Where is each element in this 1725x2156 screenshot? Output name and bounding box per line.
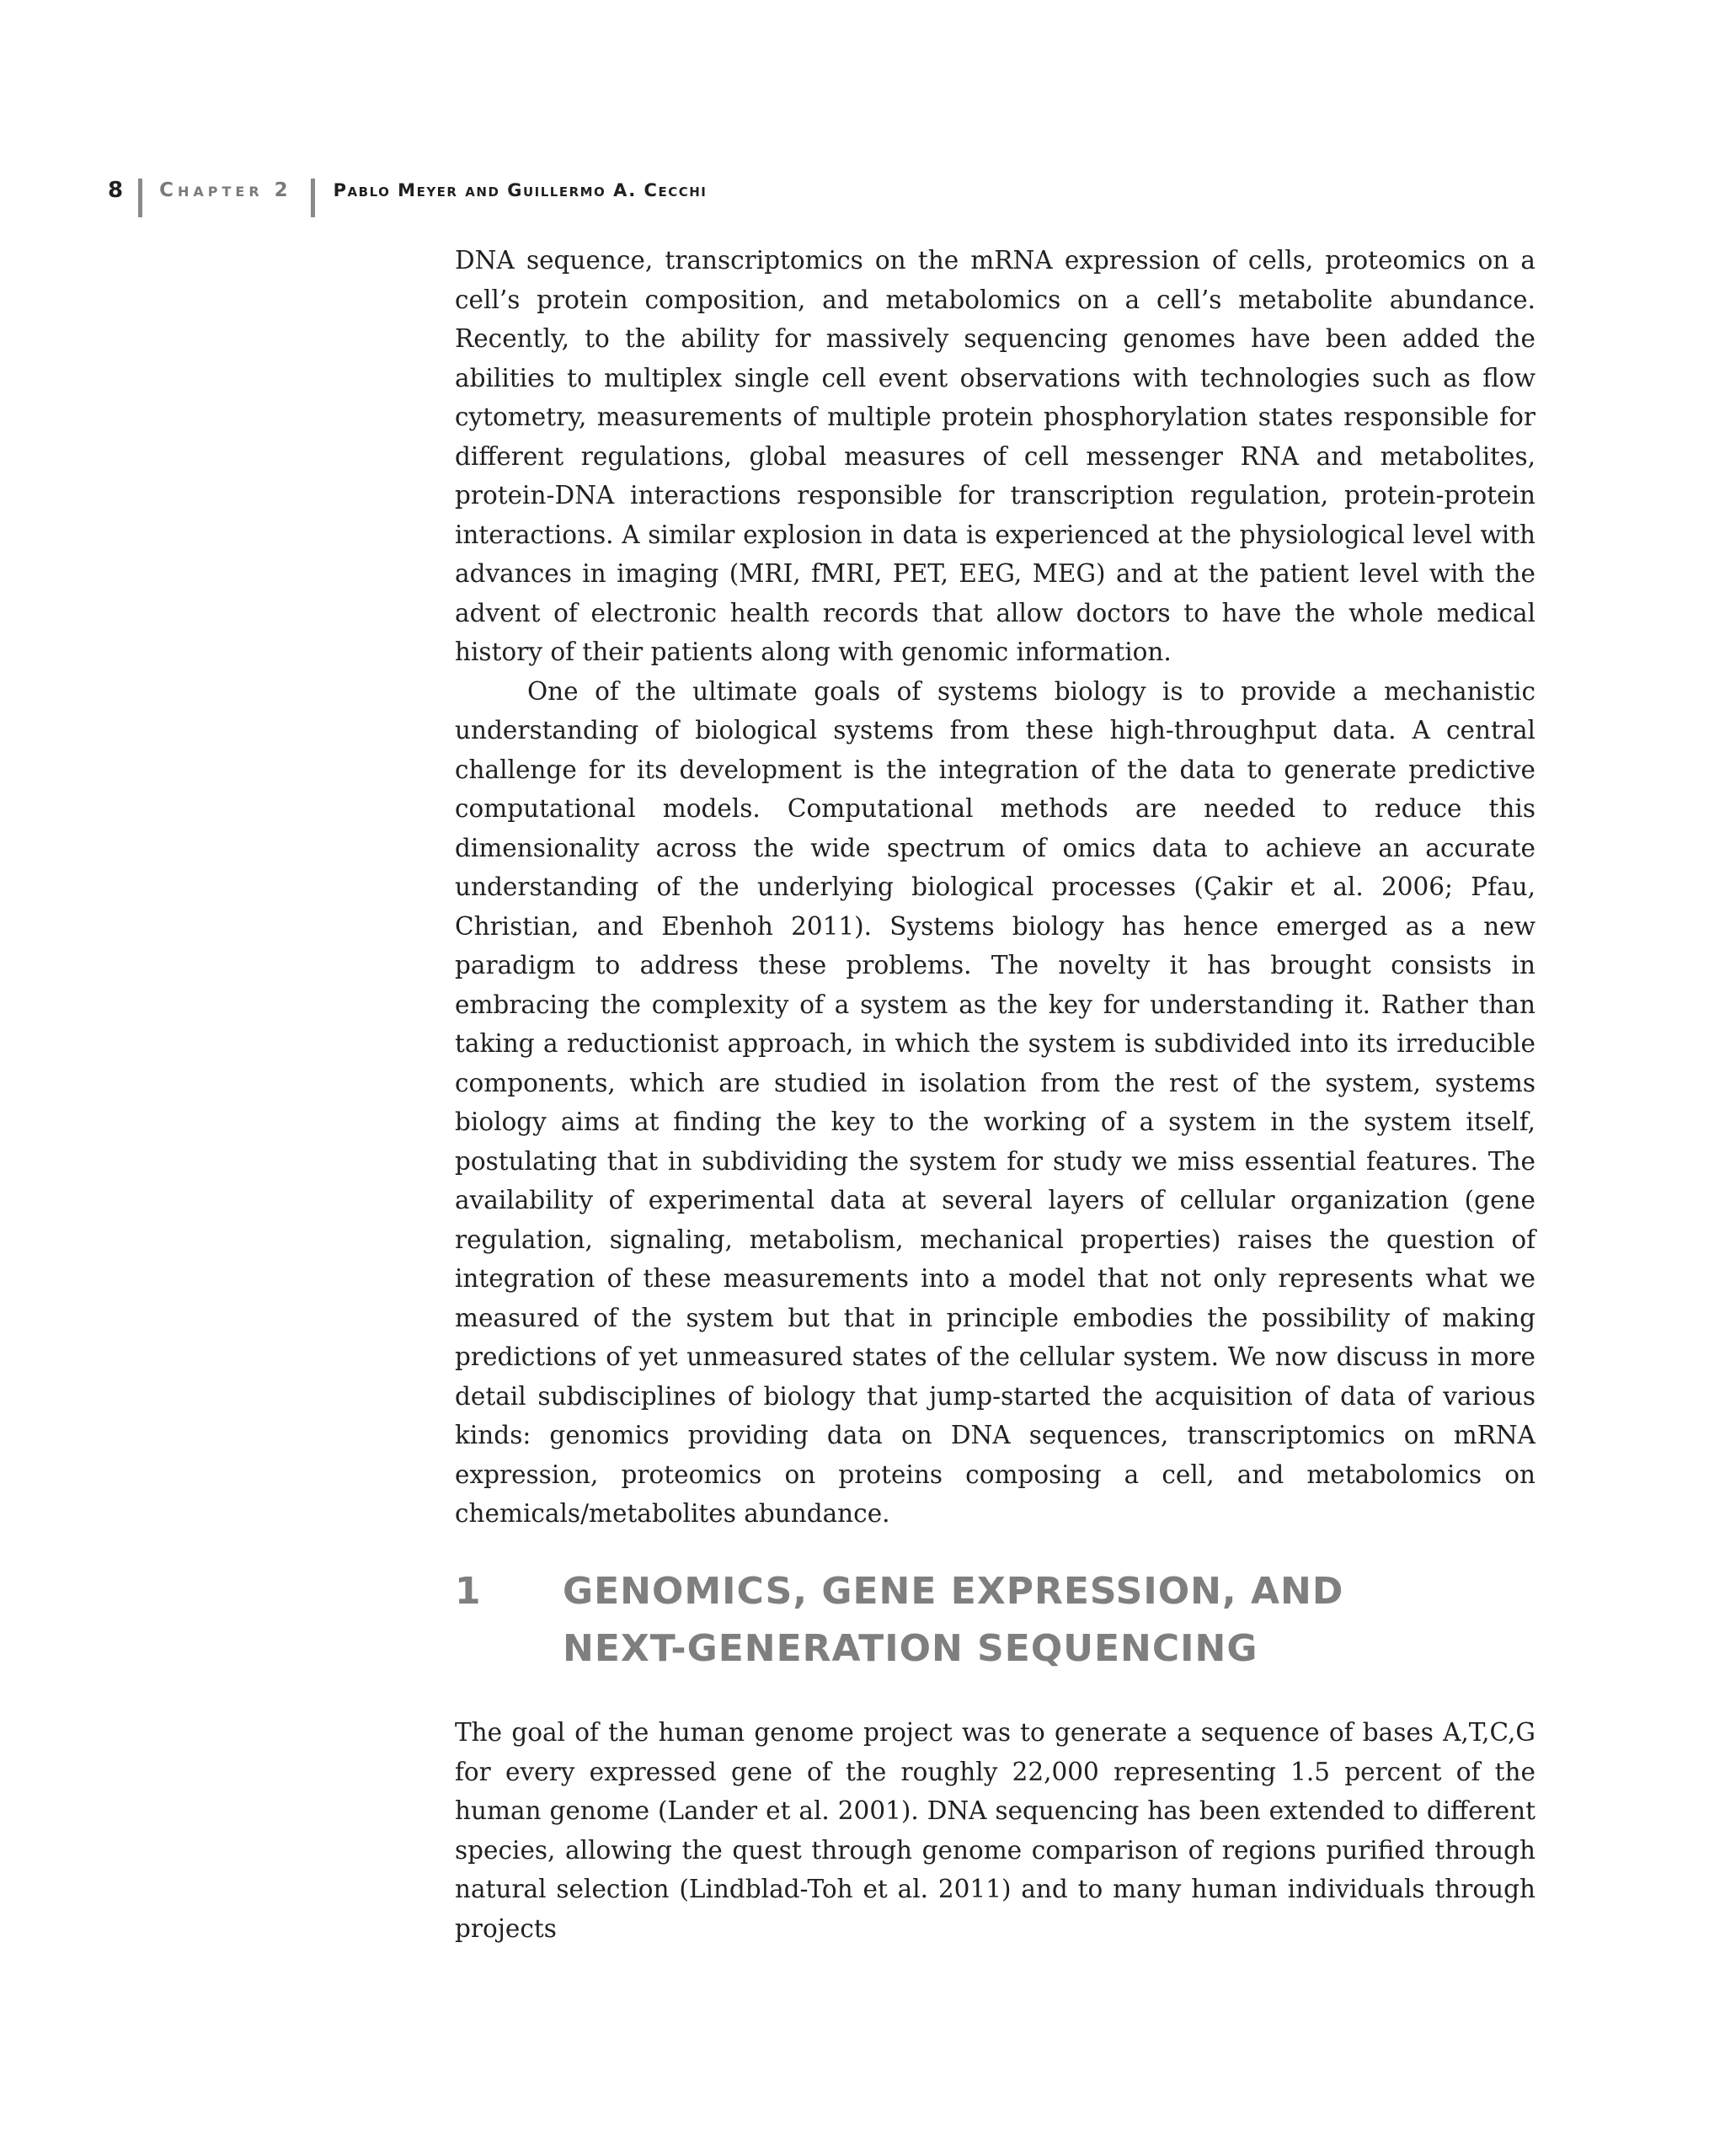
- body-text-bottom: [455, 1713, 1535, 1948]
- section-title: GENOMICS, GENE EXPRESSION, AND NEXT-GENERATION SEQUENCING: [563, 1570, 1344, 1670]
- paragraph: The goal of the human genome project was to generate a sequence of bases A,T,C,G for every expressed gene of the roughly 22,000 representing 1.5 percent of the human genome (Lander et al. 2001). DNA sequencing has been extended to different species, allowing the quest through genome comparison of regions purified through natural selection (Lindblad-Toh et al. 2011) and to many human individuals through projects: [455, 1718, 1535, 1943]
- chapter-label: Chapter 2: [159, 179, 292, 201]
- body-text-top: [455, 241, 1535, 1534]
- running-head: [108, 175, 707, 222]
- paragraph: One of the ultimate goals of systems biology is to provide a mechanistic understanding of biological systems from these high-throughput data. A central challenge for its development is the integration of the data to generate predictive computational models. Computational methods are needed to reduce this dimensionality across the wide spectrum of omics data to achieve an accurate understanding of the underlying biological processes (Çakir et al. 2006; Pfau, Christian, and Ebenhoh 2011). Systems biology has hence emerged as a new paradigm to address these problems. The novelty it has brought consists in embracing the complexity of a system as the key for understanding it. Rather than taking a reductionist approach, in which the system is subdivided into its irreducible components, which are studied in isolation from the rest of the system, systems biology aims at finding the key to the working of a system in the system itself, postulating that in subdividing the system for study we miss essential features. The availability of experimental data at several layers of cellular organization (gene regulation, signaling, metabolism, mechanical properties) raises the question of integration of these measurements into a model that not only represents what we measured of the system but that in principle embodies the possibility of making predictions of yet unmeasured states of the cellular system. We now discuss in more detail subdisciplines of biology that jump-started the acquisition of data of various kinds: genomics providing data on DNA sequences, transcriptomics on mRNA expression, proteomics on proteins composing a cell, and metabolomics on chemicals/metabolites abundance.: [455, 676, 1535, 1528]
- page-number: 8: [108, 178, 124, 203]
- author-names: Pablo Meyer and Guillermo A. Cecchi: [333, 180, 708, 200]
- section-heading: [455, 1563, 1489, 1678]
- paragraph: DNA sequence, transcriptomics on the mRNA expression of cells, proteomics on a cell’s protein composition, and metabolomics on a cell’s metabolite abundance. Recently, to the ability for massively sequencing genomes have been added the abilities to multiplex single cell event observations with technologies such as flow cytometry, measurements of multiple protein phosphorylation states responsible for different regulations, global measures of cell messenger RNA and metabolites, protein-DNA interactions responsible for transcription regulation, protein-protein interactions. A similar explosion in data is experienced at the physiological level with advances in imaging (MRI, fMRI, PET, EEG, MEG) and at the patient level with the advent of electronic health records that allow doctors to have the whole medical history of their patients along with genomic information.: [455, 246, 1535, 666]
- section-number: 1: [455, 1570, 482, 1613]
- header-divider: [311, 179, 315, 217]
- header-divider: [138, 179, 142, 217]
